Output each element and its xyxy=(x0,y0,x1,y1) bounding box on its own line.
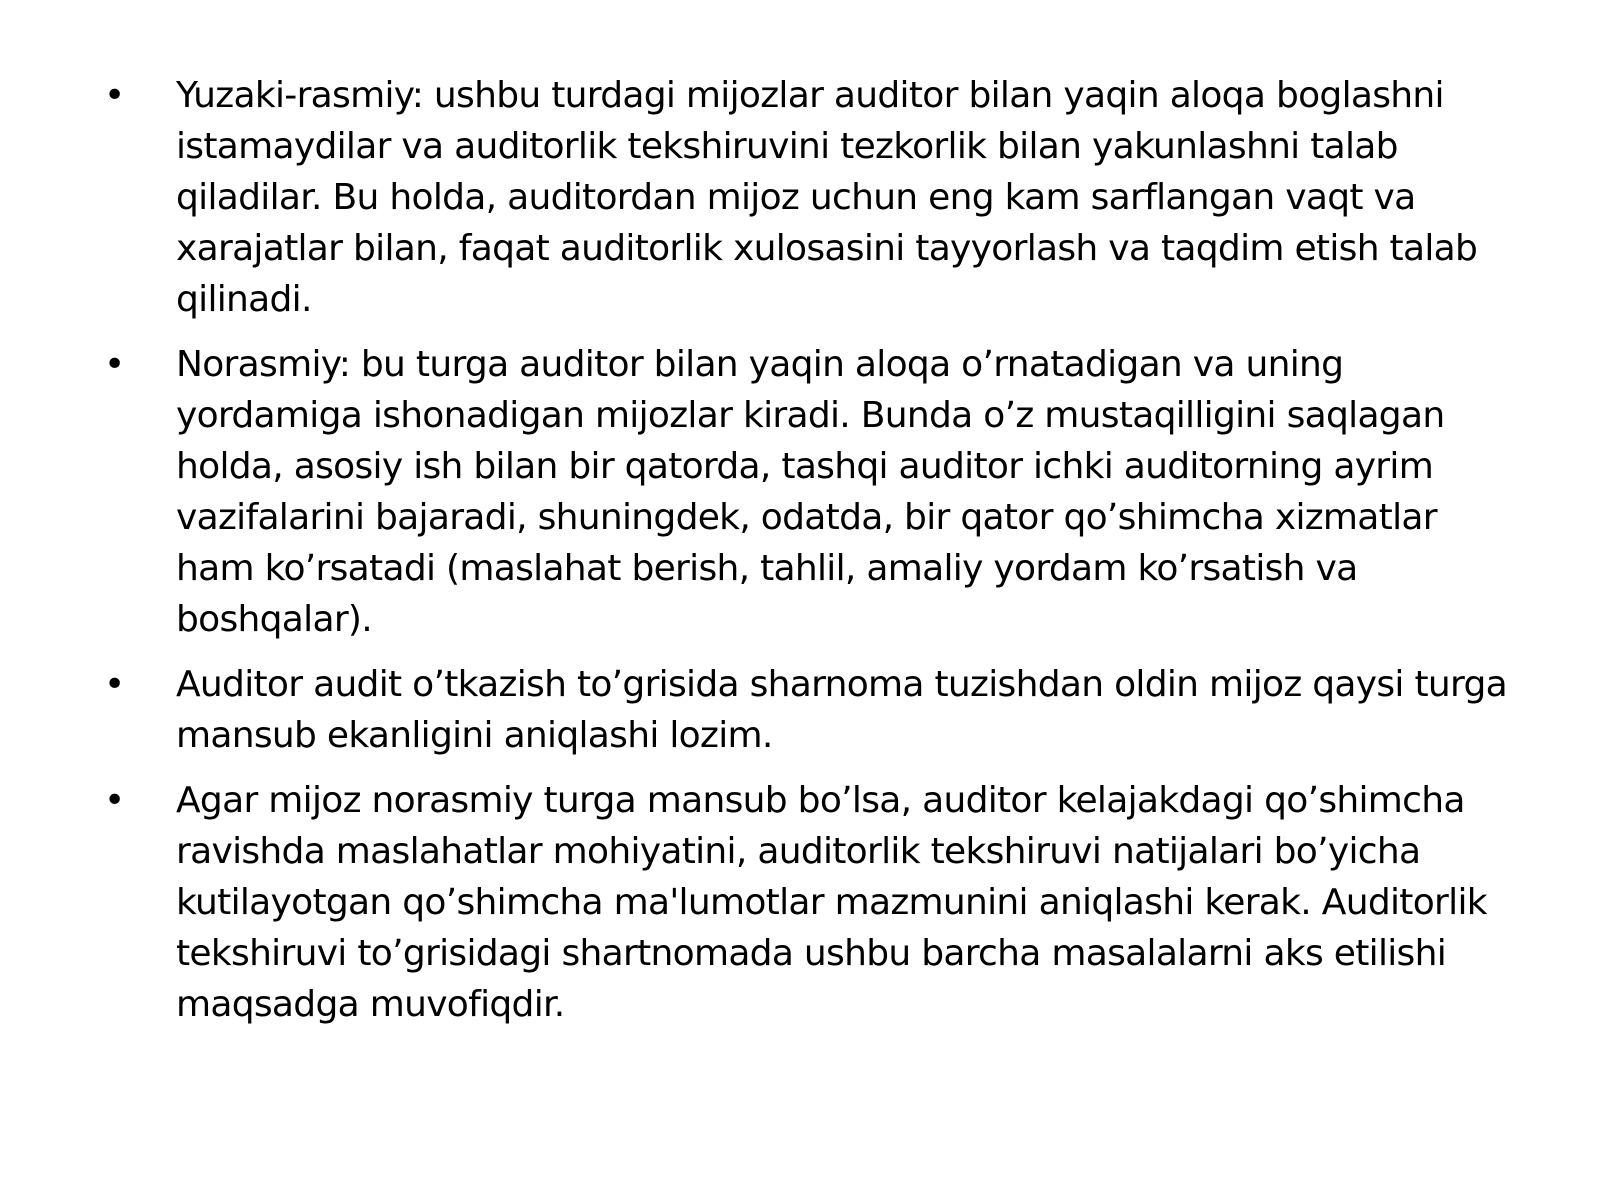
bullet-icon: • xyxy=(104,780,126,821)
bullet-list xyxy=(104,70,1524,1044)
list-item xyxy=(104,659,1524,761)
bullet-text: Norasmiy: bu turga auditor bilan yaqin aloqa o’rnatadigan va uning yordamiga ishonadigan mijozlar kiradi. Bunda o’z mustaqilligini saqlagan holda, asosiy ish bilan bir qatorda, tashqi auditor ichki auditorning ayrim vazifalarini bajaradi, shuningdek, odatda, bir qator qo’shimcha xizmatlar ham ko’rsatadi (maslahat berish, tahlil, amaliy yordam ko’rsatish va boshqalar). xyxy=(176,344,1445,640)
list-item xyxy=(104,775,1524,1030)
list-item xyxy=(104,339,1524,645)
bullet-icon: • xyxy=(104,344,126,385)
bullet-text: Agar mijoz norasmiy turga mansub bo’lsa, auditor kelajakdagi qo’shimcha ravishda maslahatlar mohiyatini, auditorlik tekshiruvi natijalari bo’yicha kutilayotgan qo’shimcha ma'lumotlar mazmunini aniqlashi kerak. Auditorlik tekshiruvi to’grisidagi shartnomada ushbu barcha masalalarni aks etilishi maqsadga muvofiqdir. xyxy=(176,780,1487,1025)
bullet-icon: • xyxy=(104,75,126,116)
bullet-icon: • xyxy=(104,664,126,705)
bullet-text: Auditor audit o’tkazish to’grisida sharnoma tuzishdan oldin mijoz qaysi turga mansub ekanligini aniqlashi lozim. xyxy=(176,664,1507,756)
list-item xyxy=(104,70,1524,325)
bullet-text: Yuzaki-rasmiy: ushbu turdagi mijozlar auditor bilan yaqin aloqa boglashni istamaydilar va auditorlik tekshiruvini tezkorlik bilan yakunlashni talab qiladilar. Bu holda, auditordan mijoz uchun eng kam sarflangan vaqt va xarajatlar bilan, faqat auditorlik xulosasini tayyorlash va taqdim etish talab qilinadi. xyxy=(176,75,1478,320)
